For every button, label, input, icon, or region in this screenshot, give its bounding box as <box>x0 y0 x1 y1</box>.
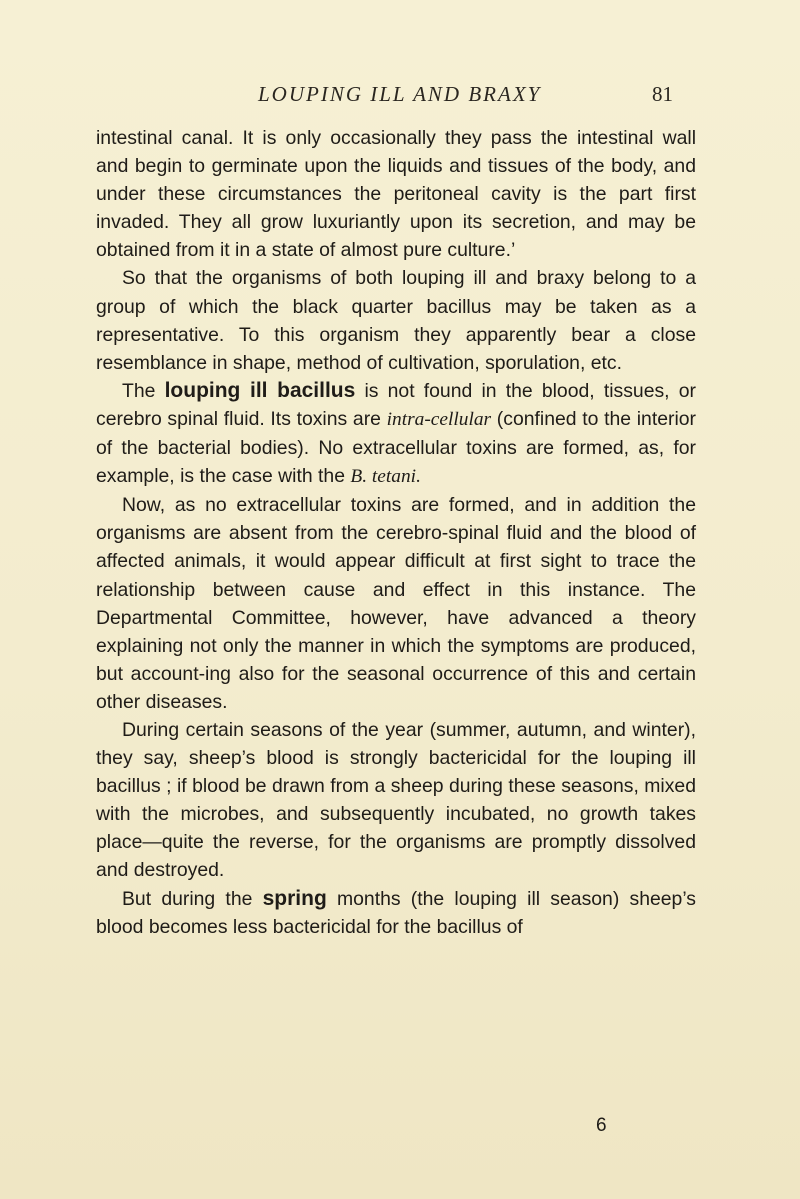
running-title: LOUPING ILL AND BRAXY <box>258 82 542 106</box>
page-number: 81 <box>652 82 673 106</box>
paragraph-1: intestinal canal. It is only occasionally they pass the intestinal wall and begin to germinate upon the liquids and tissues of the body, and under these circumstances the peritoneal cavity is the part first invaded. They all grow luxuriantly upon its secretion, and may be obtained from it in a state of almost pure culture.’ <box>96 127 696 262</box>
b-tetani-italic: B. tetani. <box>350 466 421 488</box>
paragraph-6 <box>96 885 696 941</box>
running-head <box>0 82 800 116</box>
paragraph-2: So that the organisms of both louping ill and braxy belong to a group of which the black quarter bacillus may be taken as a representative. To this organism they apparently bear a close resemblance in shape, method of cultivation, sporulation, etc. <box>96 267 696 374</box>
spring-emphasis: spring <box>262 886 327 910</box>
paragraph-6-part: But during the <box>122 887 263 910</box>
paragraph-4: Now, as no extracellular toxins are formed, and in addition the organisms are absent from the cerebro-spinal fluid and the blood of affected animals, it would appear difficult at first sight to trace the relationship between cause and effect in this instance. The Departmental Committee, however, have advanced a theory explaining not only the manner in which the symptoms are produced, but account-ing also for the seasonal occurrence of this and certain other diseases. <box>96 494 696 713</box>
intra-cellular-italic: intra-cellular <box>386 408 492 430</box>
body-text <box>96 124 696 941</box>
paragraph-6-part: months (the louping ill season) sheep’s blood becomes less bactericidal for the bacillus of <box>96 887 696 938</box>
paragraph-3-part: (confined to the interior of the bacterial bodies). No extracellular toxins are formed, as, for example, is the case with the <box>96 407 697 488</box>
paragraph-3-part: The <box>122 379 165 402</box>
louping-ill-bacillus-emphasis: louping ill bacillus <box>164 378 356 402</box>
paragraph-3 <box>96 377 696 491</box>
signature-mark: 6 <box>596 1115 607 1136</box>
paragraph-3-part: is not found in the blood, tissues, or cerebro spinal fluid. Its toxins are <box>96 379 696 430</box>
paragraph-5: During certain seasons of the year (summer, autumn, and winter), they say, sheep’s blood is strongly bactericidal for the louping ill bacillus ; if blood be drawn from a sheep during these seasons, mixed with the microbes, and subsequently incubated, no growth takes place—quite the reverse, for the organisms are promptly dissolved and destroyed. <box>96 718 696 882</box>
